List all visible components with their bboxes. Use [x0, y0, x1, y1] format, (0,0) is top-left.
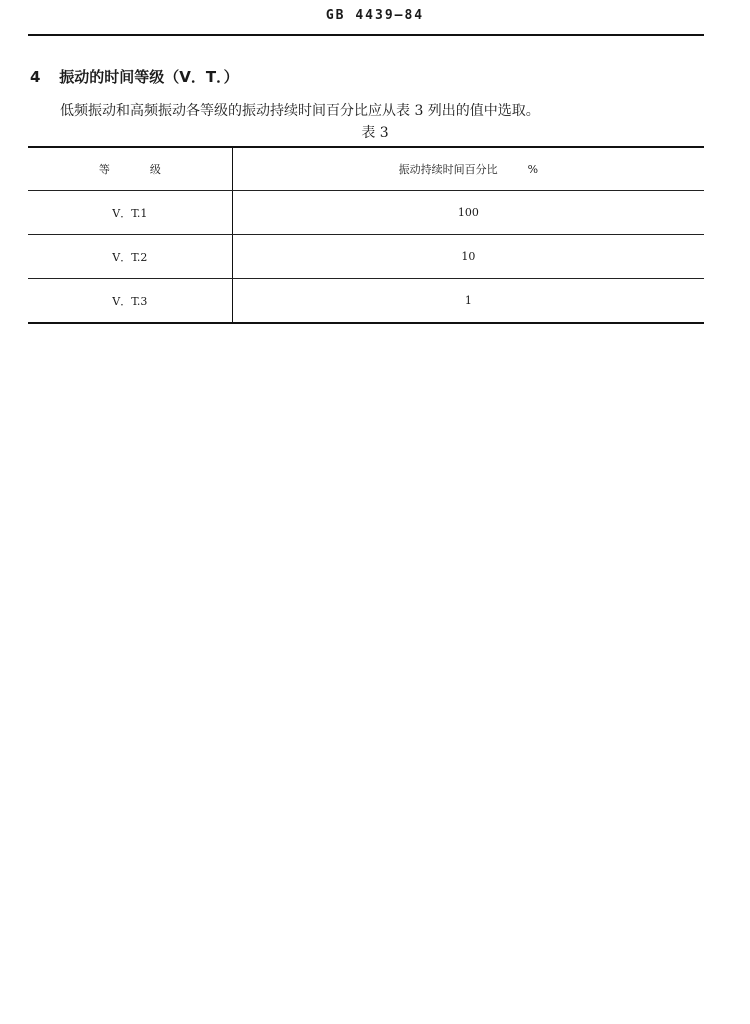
header-grade-part2: 级 — [149, 163, 161, 176]
header-percentage-unit: % — [527, 163, 539, 176]
header-percentage-label: 振动持续时间百分比 — [398, 163, 498, 176]
table-caption: 表 3 — [361, 125, 389, 141]
header-rule — [28, 34, 704, 36]
table-row — [28, 191, 704, 235]
section-heading — [30, 66, 239, 87]
standard-code: GB 4439—84 — [325, 8, 425, 23]
row-value: 1 — [232, 279, 704, 324]
table-row — [28, 279, 704, 324]
row-grade: V．T.1 — [28, 191, 232, 235]
table-header-row — [28, 147, 704, 191]
vibration-time-grade-table — [28, 146, 704, 324]
section-title: 振动的时间等级（V．T．） — [59, 68, 239, 86]
row-grade: V．T.2 — [28, 235, 232, 279]
row-grade: V．T.3 — [28, 279, 232, 324]
row-value: 100 — [232, 191, 704, 235]
header-percentage — [232, 147, 704, 191]
section-number: 4 — [30, 68, 41, 86]
row-value: 10 — [232, 235, 704, 279]
header-grade — [28, 147, 232, 191]
header-grade-part1: 等 — [98, 163, 110, 176]
table-row — [28, 235, 704, 279]
section-paragraph: 低频振动和高频振动各等级的振动持续时间百分比应从表 3 列出的值中选取。 — [60, 103, 540, 119]
